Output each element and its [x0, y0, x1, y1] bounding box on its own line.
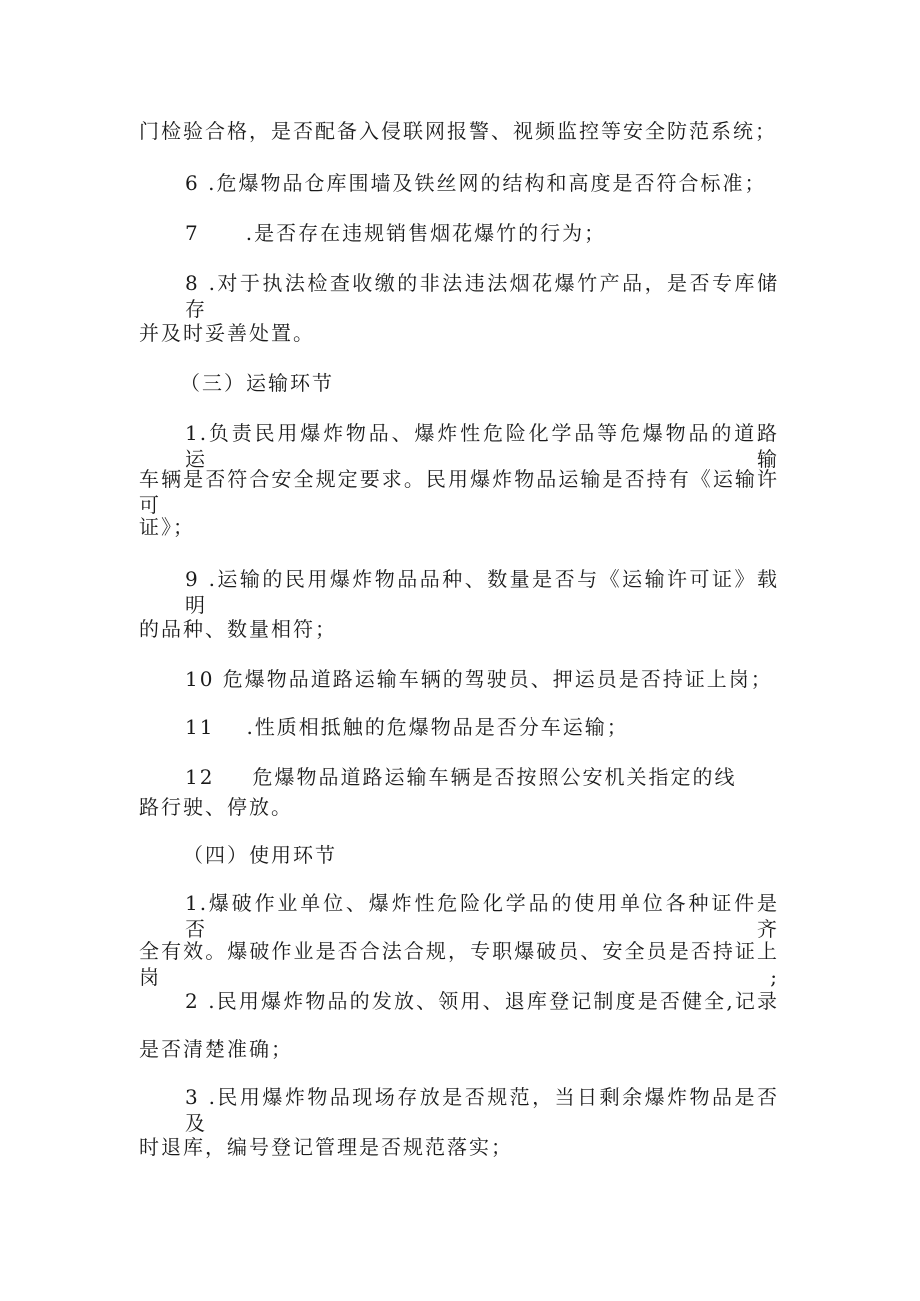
- item-12-text: 危爆物品道路运输车辆是否按照公安机关指定的线: [252, 765, 737, 789]
- item-6: 6 .危爆物品仓库围墙及铁丝网的结构和高度是否符合标准；: [185, 171, 767, 195]
- paragraph-line: 的品种、数量相符；: [139, 617, 337, 641]
- paragraph-line: 路行驶、停放。: [139, 795, 293, 819]
- paragraph-line: 全有效。爆破作业是否合法合规，专职爆破员、安全员是否持证上岗;: [139, 939, 779, 989]
- item-12-number: 12: [185, 765, 215, 789]
- paragraph-line: 证》；: [139, 515, 195, 539]
- item-7-number: 7: [185, 221, 200, 245]
- paragraph-line: 并及时妥善处置。: [139, 321, 315, 345]
- item-7: [185, 220, 606, 246]
- item-12: [185, 764, 736, 790]
- item-9: 9 .运输的民用爆炸物品品种、数量是否与《运输许可证》载明: [185, 567, 779, 617]
- paragraph-line: 车辆是否符合安全规定要求。民用爆炸物品运输是否持有《运输许可: [139, 467, 779, 517]
- item-11: [185, 714, 629, 740]
- item-8: 8 .对于执法检查收缴的非法违法烟花爆竹产品，是否专库储存: [185, 271, 779, 321]
- paragraph-line: 是否清楚准确；: [139, 1037, 293, 1061]
- item-10: 10 危爆物品道路运输车辆的驾驶员、押运员是否持证上岗；: [185, 667, 773, 691]
- transport-item-1: 1.负责民用爆炸物品、爆炸性危险化学品等危爆物品的道路运输: [185, 421, 779, 471]
- item-7-text: .是否存在违规销售烟花爆竹的行为；: [245, 221, 607, 245]
- item-11-number: 11: [185, 715, 215, 739]
- section-heading-transport: （三）运输环节: [180, 371, 334, 395]
- usage-item-3: 3 .民用爆炸物品现场存放是否规范，当日剩余爆炸物品是否及: [185, 1085, 779, 1135]
- section-heading-usage: （四）使用环节: [183, 843, 337, 867]
- usage-item-2: 2 .民用爆炸物品的发放、领用、退库登记制度是否健全,记录: [185, 989, 779, 1013]
- paragraph-line: 门检验合格，是否配备入侵联网报警、视频监控等安全防范系统；: [139, 119, 777, 143]
- usage-item-1: 1.爆破作业单位、爆炸性危险化学品的使用单位各种证件是否齐: [185, 891, 779, 941]
- paragraph-line: 时退库，编号登记管理是否规范落实；: [139, 1135, 513, 1159]
- item-11-text: .性质相抵触的危爆物品是否分车运输；: [246, 715, 629, 739]
